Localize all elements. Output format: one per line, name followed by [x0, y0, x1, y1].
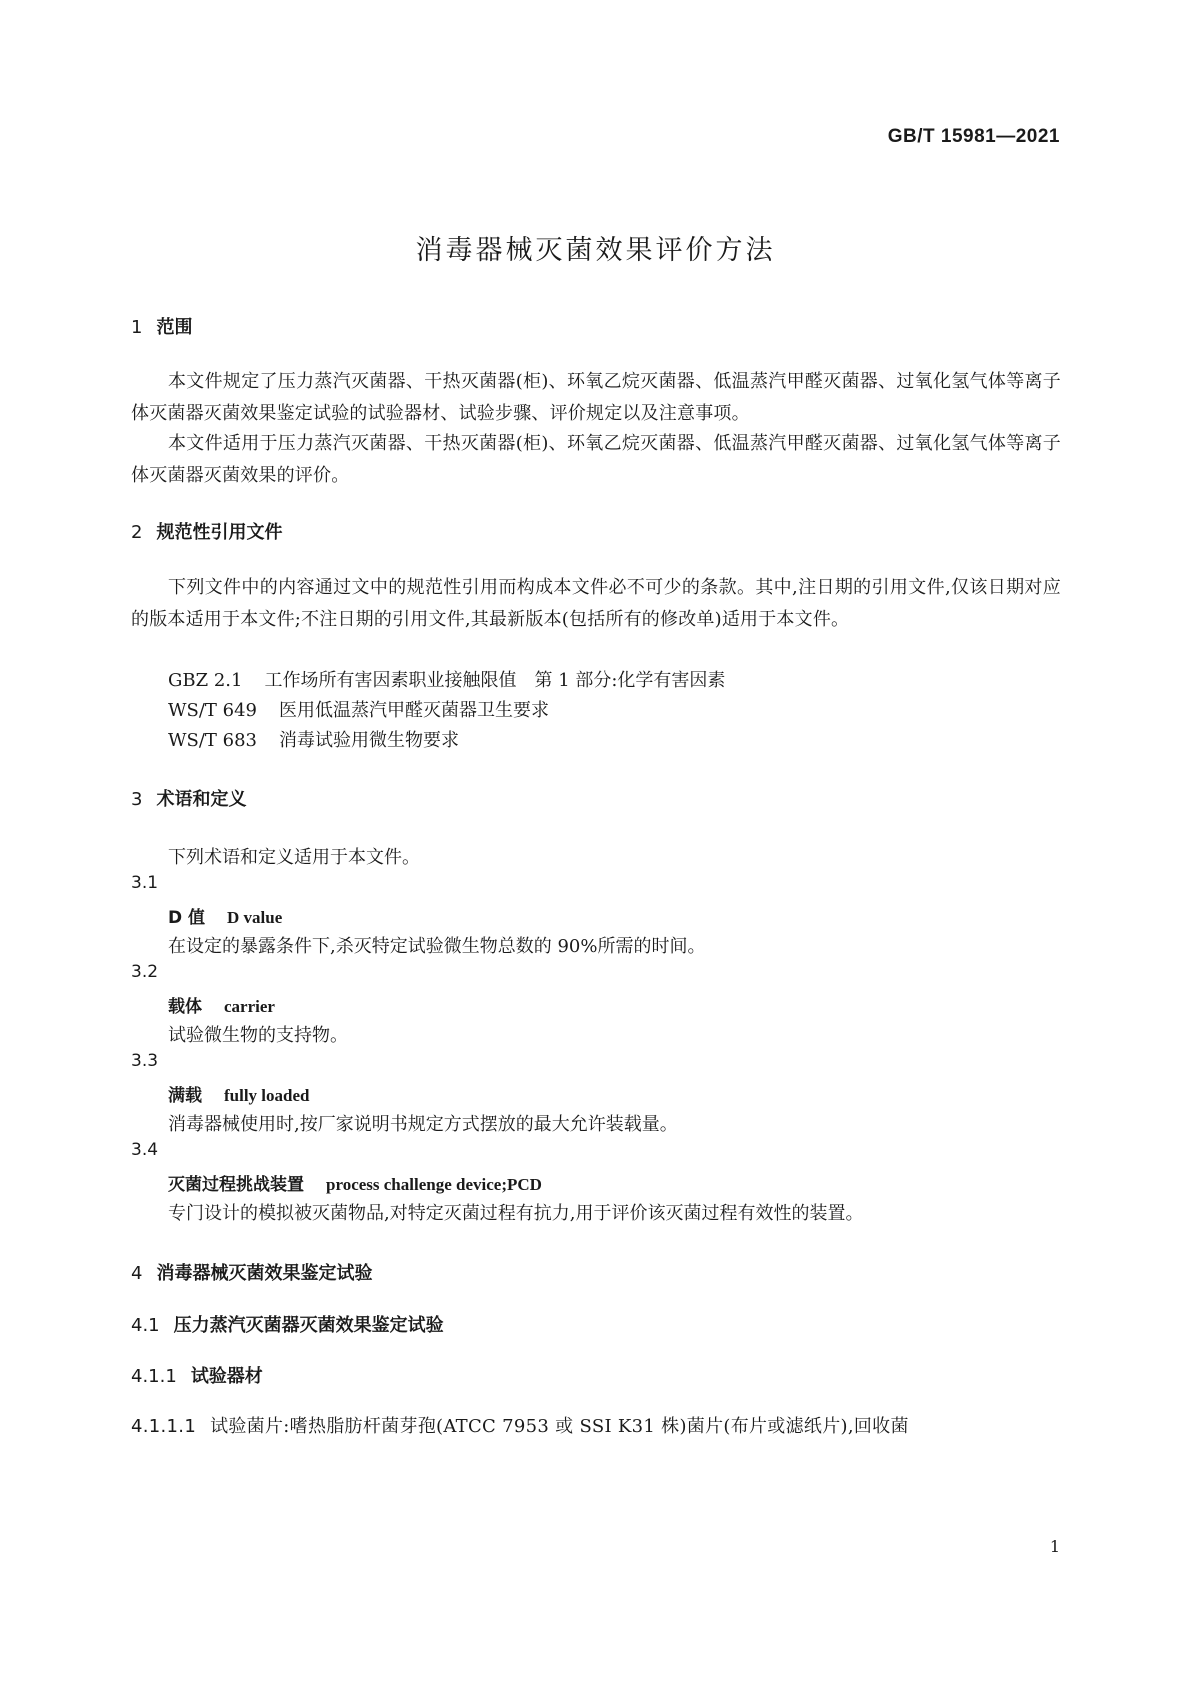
term-chinese: 满载	[168, 1086, 202, 1106]
term-heading	[168, 1170, 542, 1195]
term-definition: 试验微生物的支持物。	[168, 1025, 348, 1046]
term-chinese: D 值	[168, 908, 206, 928]
subsection-4-1-heading	[131, 1311, 444, 1337]
section-title: 规范性引用文件	[156, 522, 283, 543]
section-title: 消毒器械灭菌效果鉴定试验	[156, 1263, 373, 1284]
section-1-paragraph-1: 本文件规定了压力蒸汽灭菌器、干热灭菌器(柜)、环氧乙烷灭菌器、低温蒸汽甲醛灭菌器、过氧化氢气体等离子体灭菌器灭菌效果鉴定试验的试验器材、试验步骤、评价规定以及注意事项。	[131, 371, 1061, 424]
term-english: process challenge device;PCD	[326, 1175, 542, 1194]
section-number: 2	[131, 522, 143, 543]
section-number: 3	[131, 789, 143, 810]
reference-title: 工作场所有害因素职业接触限值 第 1 部分:化学有害因素	[264, 670, 726, 691]
section-2-paragraph: 下列文件中的内容通过文中的规范性引用而构成本文件必不可少的条款。其中,注日期的引用文件,仅该日期对应的版本适用于本文件;不注日期的引用文件,其最新版本(包括所有的修改单)适用于本文件。	[131, 577, 1061, 630]
term-definition: 专门设计的模拟被灭菌物品,对特定灭菌过程有抗力,用于评价该灭菌过程有效性的装置。	[168, 1203, 864, 1224]
term-chinese: 灭菌过程挑战装置	[168, 1175, 304, 1195]
reference-title: 医用低温蒸汽甲醛灭菌器卫生要求	[278, 700, 549, 721]
section-1-paragraph-2: 本文件适用于压力蒸汽灭菌器、干热灭菌器(柜)、环氧乙烷灭菌器、低温蒸汽甲醛灭菌器、过氧化氢气体等离子体灭菌器灭菌效果的评价。	[131, 433, 1061, 486]
section-number: 4	[131, 1263, 143, 1284]
section-3-intro: 下列术语和定义适用于本文件。	[168, 847, 420, 868]
term-number: 3.3	[131, 1051, 159, 1071]
subsection-number: 4.1.1	[131, 1366, 177, 1387]
term-heading	[168, 992, 275, 1017]
normative-reference	[168, 696, 549, 722]
term-heading	[168, 903, 282, 928]
normative-reference	[168, 666, 725, 692]
clause-text: 试验菌片:嗜热脂肪杆菌芽孢(ATCC 7953 或 SSI K31 株)菌片(布片或滤纸片),回收菌	[210, 1416, 909, 1437]
page-number: 1	[1049, 1537, 1060, 1556]
term-chinese: 载体	[168, 997, 202, 1017]
reference-code: GBZ 2.1	[168, 670, 243, 691]
subsection-number: 4.1	[131, 1315, 160, 1336]
term-english: carrier	[224, 997, 275, 1016]
document-title: 消毒器械灭菌效果评价方法	[415, 235, 776, 266]
reference-title: 消毒试验用微生物要求	[278, 730, 459, 751]
term-number: 3.4	[131, 1140, 159, 1160]
reference-code: WS/T 683	[168, 730, 257, 751]
normative-reference	[168, 726, 459, 752]
subsection-title: 试验器材	[190, 1366, 263, 1387]
section-1-heading	[131, 313, 192, 339]
standard-code: GB/T 15981—2021	[887, 126, 1060, 147]
term-english: D value	[227, 908, 283, 927]
clause-4-1-1-1	[131, 1412, 909, 1438]
term-definition: 在设定的暴露条件下,杀灭特定试验微生物总数的 90%所需的时间。	[168, 936, 706, 957]
clause-number: 4.1.1.1	[131, 1416, 197, 1437]
section-title: 范围	[156, 317, 193, 338]
section-number: 1	[131, 317, 143, 338]
term-number: 3.1	[131, 873, 159, 893]
term-english: fully loaded	[224, 1086, 310, 1105]
reference-code: WS/T 649	[168, 700, 257, 721]
subsection-title: 压力蒸汽灭菌器灭菌效果鉴定试验	[173, 1315, 444, 1336]
term-number: 3.2	[131, 962, 159, 982]
section-4-heading	[131, 1259, 372, 1285]
section-title: 术语和定义	[156, 789, 247, 810]
section-3-heading	[131, 785, 246, 811]
section-2-heading	[131, 518, 282, 544]
term-heading	[168, 1081, 310, 1106]
term-definition: 消毒器械使用时,按厂家说明书规定方式摆放的最大允许装载量。	[168, 1114, 678, 1135]
subsection-4-1-1-heading	[131, 1362, 263, 1388]
